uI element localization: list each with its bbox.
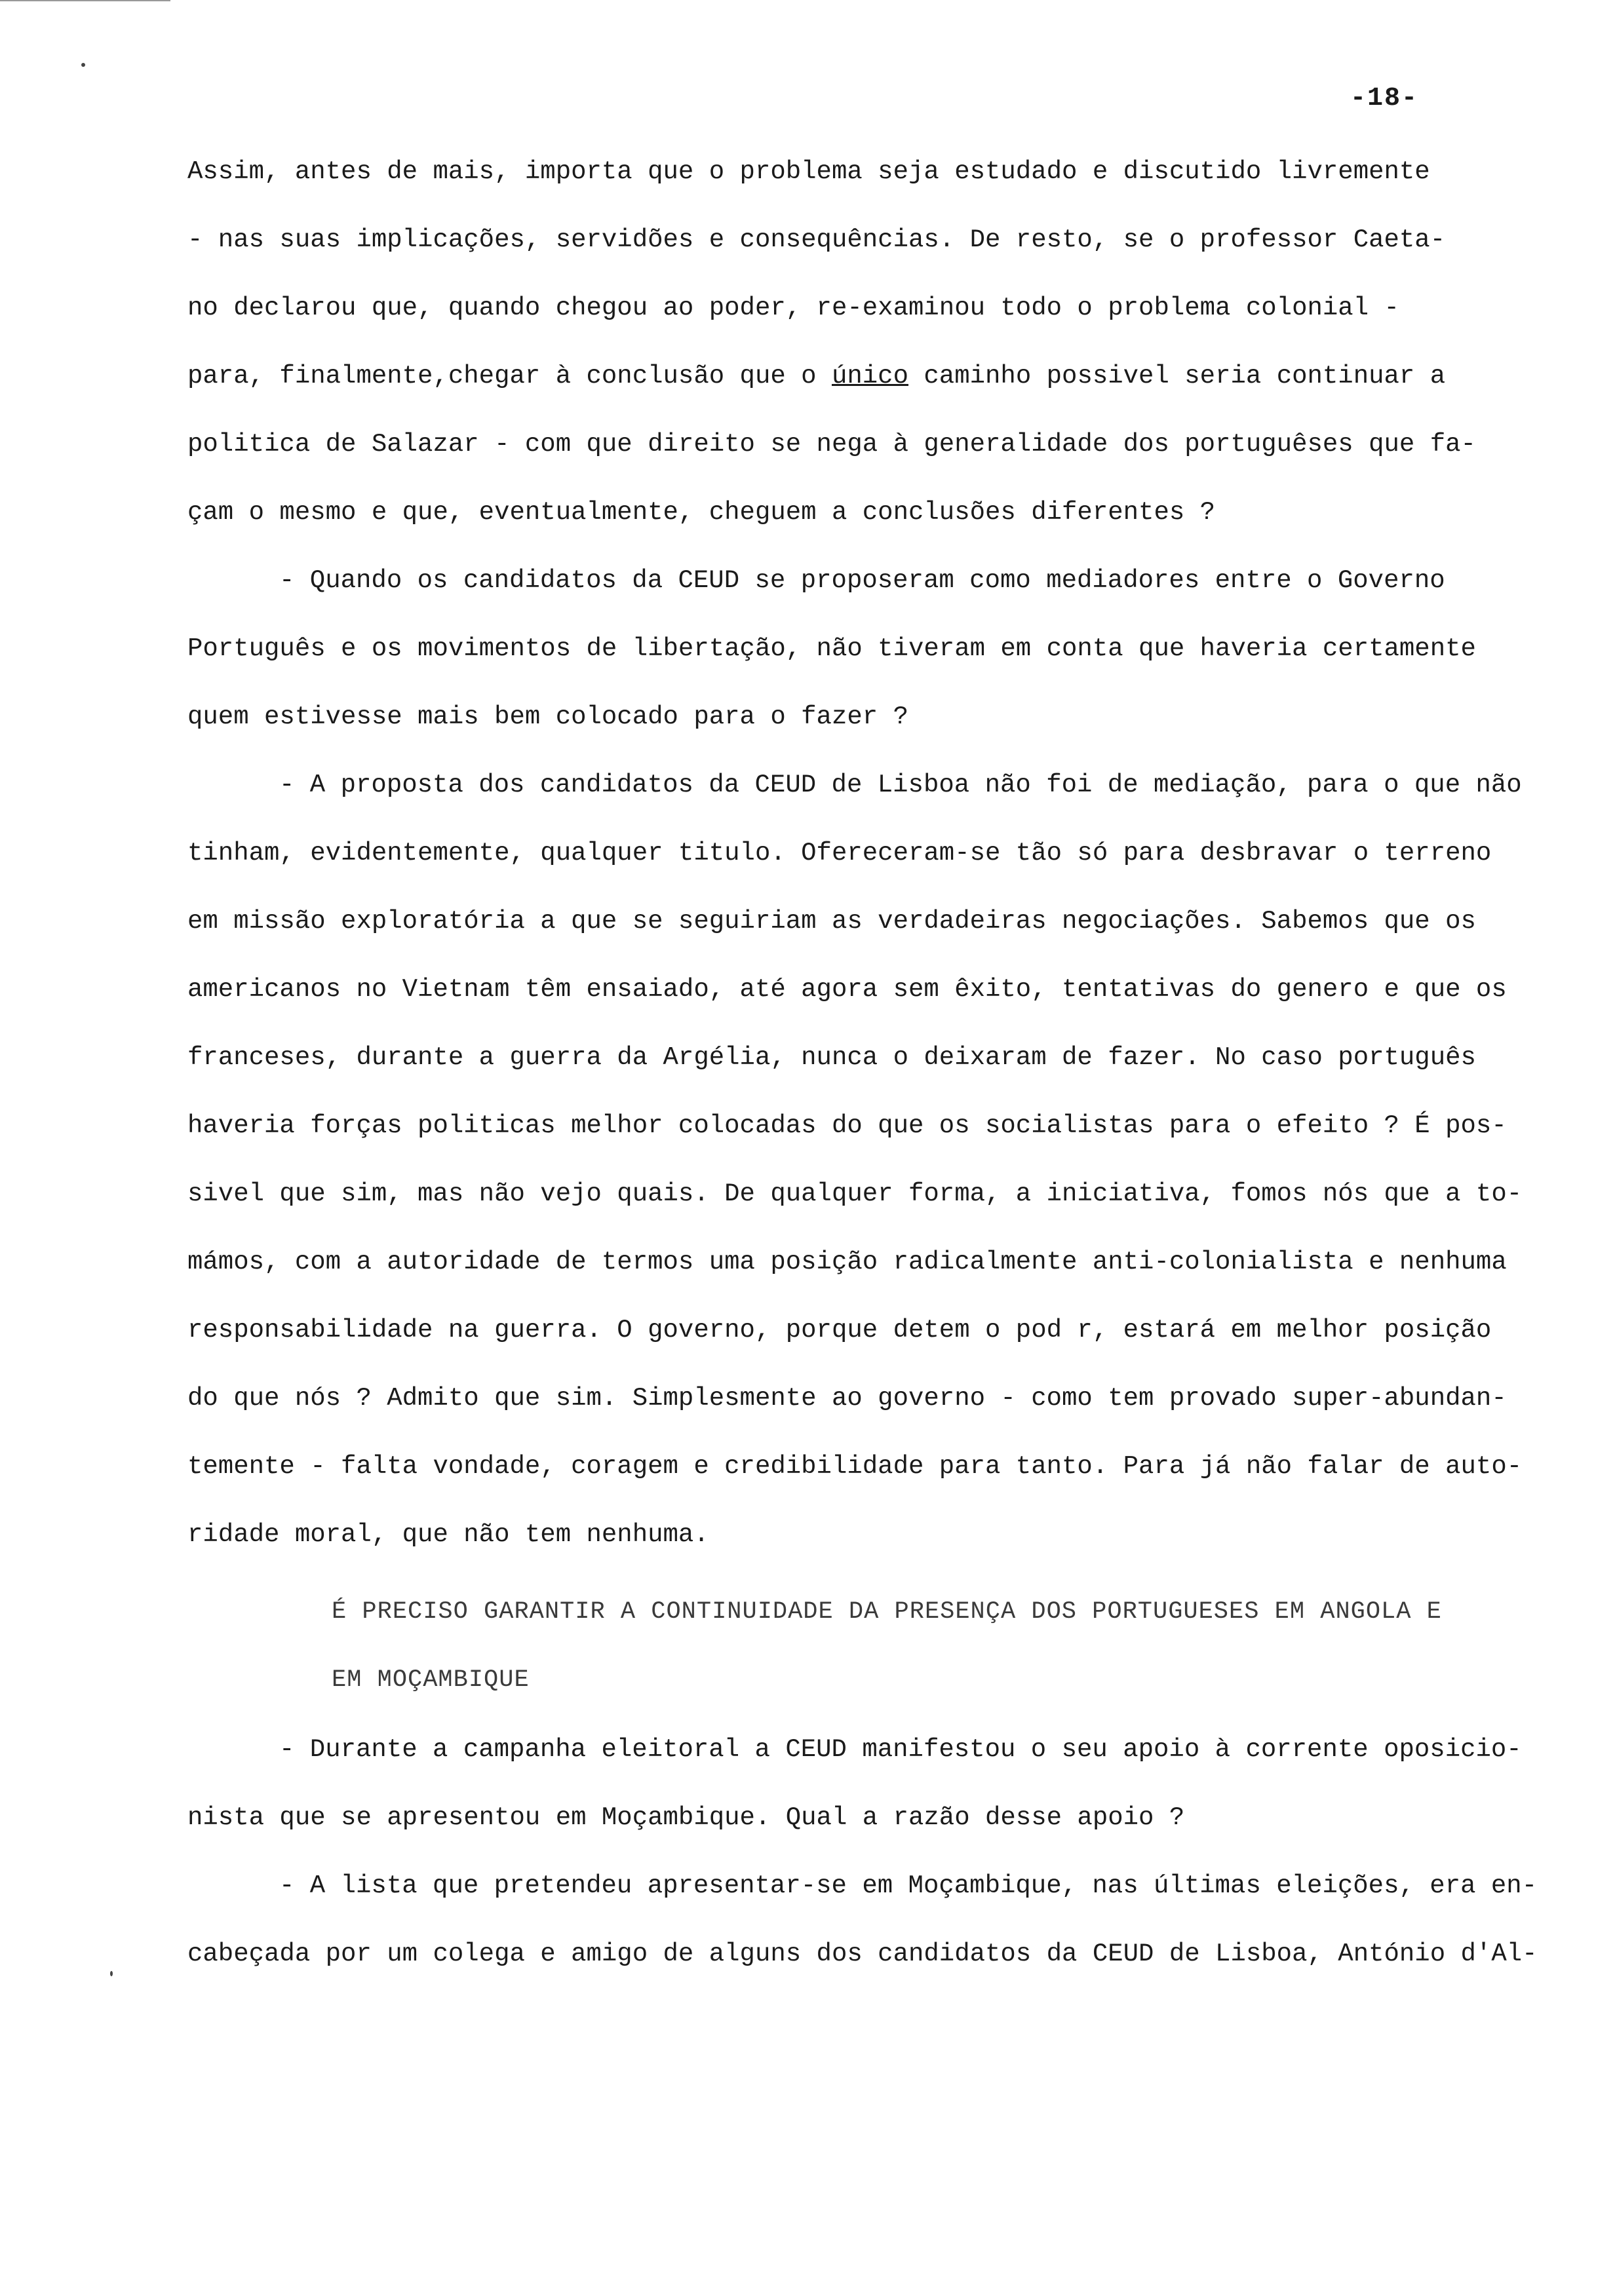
answer-line: - A lista que pretendeu apresentar-se em Moçambique, nas últimas eleições, era en- (279, 1871, 1538, 1900)
text-line: nista que se apresentou em Moçambique. Qual a razão desse apoio ? (187, 1803, 1185, 1832)
text-line: em missão exploratória a que se seguiriam as verdadeiras negociações. Sabemos que os (187, 907, 1476, 936)
text-line (187, 342, 1525, 410)
answer-line: - A proposta dos candidatos da CEUD de Lisboa não foi de mediação, para o que não (279, 771, 1522, 799)
text-line: ridade moral, que não tem nenhuma. (187, 1520, 709, 1549)
text-segment: para, finalmente,chegar à conclusão que o (187, 362, 832, 391)
text-line: cabeçada por um colega e amigo de alguns dos candidatos da CEUD de Lisboa, António d'Al- (187, 1940, 1538, 1968)
heading-line: É PRECISO GARANTIR A CONTINUIDADE DA PRESENÇA DOS PORTUGUESES EM ANGOLA E (332, 1598, 1442, 1626)
body-text-after-heading (187, 1715, 1538, 1988)
scan-edge-line (0, 0, 170, 1)
text-line: responsabilidade na guerra. O governo, porque detem o pod r, estará em melhor posição (187, 1316, 1492, 1345)
body-text-before-heading (187, 138, 1525, 1569)
text-line: americanos no Vietnam têm ensaiado, até agora sem êxito, tentativas do genero e que os (187, 975, 1507, 1004)
text-line: no declarou que, quando chegou ao poder, re-examinou todo o problema colonial - (187, 294, 1399, 322)
text-line: do que nós ? Admito que sim. Simplesmente ao governo - como tem provado super-abundan- (187, 1384, 1507, 1413)
heading-line: EM MOÇAMBIQUE (332, 1666, 530, 1694)
text-line: temente - falta vondade, coragem e credibilidade para tanto. Para já não falar de auto- (187, 1452, 1523, 1481)
text-line: politica de Salazar - com que direito se nega à generalidade dos portuguêses que fa- (187, 430, 1476, 459)
text-line: - nas suas implicações, servidões e consequências. De resto, se o professor Caeta- (187, 225, 1446, 254)
text-line: sivel que sim, mas não vejo quais. De qualquer forma, a iniciativa, fomos nós que a to- (187, 1179, 1523, 1208)
text-line: franceses, durante a guerra da Argélia, nunca o deixaram de fazer. No caso português (187, 1043, 1476, 1072)
scan-speck (110, 1971, 113, 1976)
text-line: çam o mesmo e que, eventualmente, cheguem a conclusões diferentes ? (187, 498, 1216, 527)
page-number: -18- (1350, 84, 1419, 113)
section-heading (332, 1578, 1442, 1714)
scan-speck (81, 63, 85, 67)
question-line: - Durante a campanha eleitoral a CEUD manifestou o seu apoio à corrente oposicio- (279, 1735, 1522, 1764)
text-line: tinham, evidentemente, qualquer titulo. Ofereceram-se tão só para desbravar o terreno (187, 839, 1492, 868)
text-segment: caminho possivel seria continuar a (908, 362, 1446, 391)
question-line: - Quando os candidatos da CEUD se proposeram como mediadores entre o Governo (279, 566, 1445, 595)
text-line: mámos, com a autoridade de termos uma posição radicalmente anti-colonialista e nenhuma (187, 1248, 1507, 1276)
text-line: quem estivesse mais bem colocado para o fazer ? (187, 702, 908, 731)
text-line: Português e os movimentos de libertação, não tiveram em conta que haveria certamente (187, 634, 1476, 663)
text-line: Assim, antes de mais, importa que o problema seja estudado e discutido livremente (187, 157, 1430, 186)
underlined-word: único (831, 362, 908, 391)
text-line: haveria forças politicas melhor colocadas do que os socialistas para o efeito ? É pos- (187, 1111, 1507, 1140)
